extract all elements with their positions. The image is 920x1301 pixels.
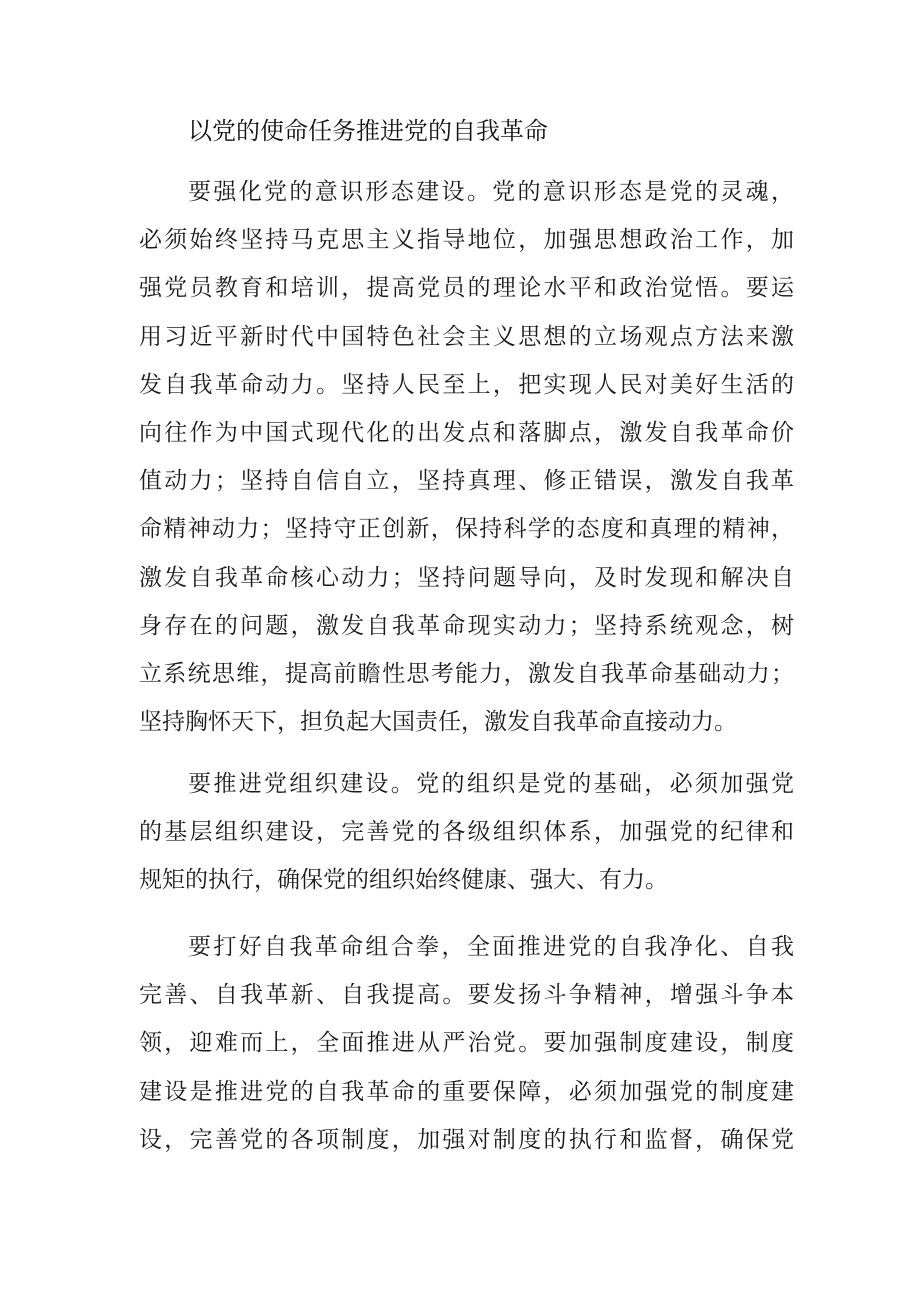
text-line: 要打好自我革命组合拳，全面推进党的自我净化、自我 xyxy=(188,934,794,960)
text-line: 身存在的问题，激发自我革命现实动力；坚持系统观念，树 xyxy=(139,612,794,639)
text-line: 要强化党的意识形态建设。党的意识形态是党的灵魂， xyxy=(188,179,794,205)
text-line: 完善、自我革新、自我提高。要发扬斗争精神，增强斗争本 xyxy=(139,982,794,1009)
text-line: 规矩的执行，确保党的组织始终健康、强大、有力。 xyxy=(139,867,668,894)
text-line: 强党员教育和培训，提高党员的理论水平和政治觉悟。要运 xyxy=(139,275,794,302)
text-line: 设，完善党的各项制度，加强对制度的执行和监督，确保党 xyxy=(139,1126,794,1153)
text-line: 的基层组织建设，完善党的各级组织体系，加强党的纪律和 xyxy=(139,819,794,846)
paragraph-organization xyxy=(139,760,794,905)
text-line: 领，迎难而上，全面推进从严治党。要加强制度建设，制度 xyxy=(139,1030,794,1057)
text-line: 立系统思维，提高前瞻性思考能力，激发自我革命基础动力； xyxy=(139,661,794,688)
text-line: 必须始终坚持马克思主义指导地位，加强思想政治工作，加 xyxy=(139,227,794,254)
text-line: 向往作为中国式现代化的出发点和落脚点，激发自我革命价 xyxy=(139,420,794,447)
text-line: 发自我革命动力。坚持人民至上，把实现人民对美好生活的 xyxy=(139,371,794,398)
text-line: 值动力；坚持自信自立，坚持真理、修正错误，激发自我革 xyxy=(139,468,794,495)
paragraph-ideology xyxy=(139,168,794,746)
text-line: 坚持胸怀天下，担负起大国责任，激发自我革命直接动力。 xyxy=(139,709,737,736)
text-line: 要推进党组织建设。党的组织是党的基础，必须加强党 xyxy=(188,771,794,797)
text-line: 命精神动力；坚持守正创新，保持科学的态度和真理的精神， xyxy=(139,516,794,543)
text-line: 激发自我革命核心动力；坚持问题导向，及时发现和解决自 xyxy=(139,564,794,591)
text-line: 用习近平新时代中国特色社会主义思想的立场观点方法来激 xyxy=(139,323,794,350)
document-title: 以党的使命任务推进党的自我革命 xyxy=(188,117,548,145)
paragraph-self-revolution xyxy=(139,923,794,1164)
text-line: 建设是推进党的自我革命的重要保障，必须加强党的制度建 xyxy=(139,1078,794,1105)
